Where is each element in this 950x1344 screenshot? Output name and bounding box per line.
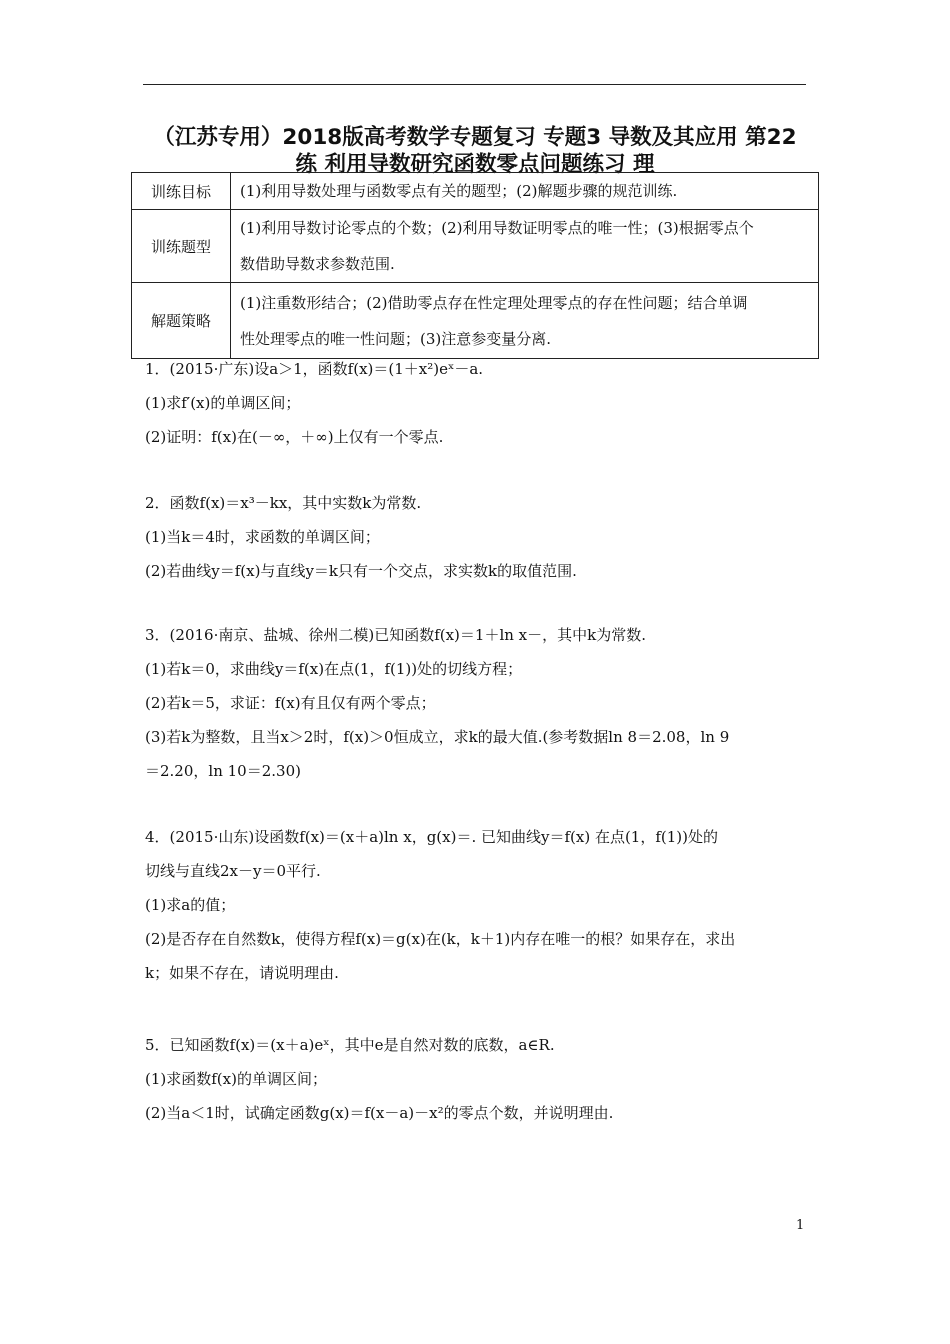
row-key: 训练目标 [132, 173, 231, 210]
question-line: (2)是否存在自然数k，使得方程f(x)＝g(x)在(k，k＋1)内存在唯一的根？如果存在，求出 [145, 930, 736, 948]
question-line: (1)求函数f(x)的单调区间； [145, 1070, 327, 1088]
question-line: (1)若k＝0，求曲线y＝f(x)在点(1，f(1))处的切线方程； [145, 660, 523, 678]
question-line: (1)当k＝4时，求函数的单调区间； [145, 528, 380, 546]
training-info-table [131, 172, 819, 359]
question-4 [145, 820, 810, 990]
question-1 [145, 352, 810, 454]
table-row [132, 210, 819, 283]
table-row [132, 173, 819, 210]
question-line: (1)求f′(x)的单调区间； [145, 394, 301, 412]
question-line: (1)求a的值； [145, 896, 236, 914]
title-line-2: 练 利用导数研究函数零点问题练习 理 [295, 152, 655, 177]
row-key: 解题策略 [132, 283, 231, 359]
question-line: 5．已知函数f(x)＝(x＋a)eˣ，其中e是自然对数的底数，a∈R. [145, 1036, 555, 1054]
row-value: (1)注重数形结合；(2)借助零点存在性定理处理零点的存在性问题；结合单调 性处理零点的唯一性问题；(3)注意参变量分离. [231, 283, 819, 359]
question-3 [145, 618, 810, 788]
table-row [132, 283, 819, 359]
row-key: 训练题型 [132, 210, 231, 283]
question-line: k；如果不存在，请说明理由. [145, 964, 339, 982]
question-line: ＝2.20，ln 10＝2.30) [145, 762, 301, 780]
question-line: (2)若曲线y＝f(x)与直线y＝k只有一个交点，求实数k的取值范围. [145, 562, 577, 580]
page-number: 1 [796, 1218, 805, 1233]
title-line-1: （江苏专用）2018版高考数学专题复习 专题3 导数及其应用 第22 [153, 125, 797, 150]
question-line: (3)若k为整数，且当x＞2时，f(x)＞0恒成立，求k的最大值.(参考数据ln 8＝2.08，ln 9 [145, 728, 730, 746]
question-2 [145, 486, 810, 588]
question-line: 2．函数f(x)＝x³－kx，其中实数k为常数. [145, 494, 422, 512]
row-value: (1)利用导数处理与函数零点有关的题型；(2)解题步骤的规范训练. [231, 173, 819, 210]
question-line: 1．(2015·广东)设a＞1，函数f(x)＝(1＋x²)eˣ－a. [145, 360, 484, 378]
question-line: 切线与直线2x－y＝0平行. [145, 862, 321, 880]
question-line: (2)证明：f(x)在(－∞，＋∞)上仅有一个零点. [145, 428, 444, 446]
question-line: (2)若k＝5，求证：f(x)有且仅有两个零点； [145, 694, 436, 712]
question-line: (2)当a＜1时，试确定函数g(x)＝f(x－a)－x²的零点个数，并说明理由. [145, 1104, 614, 1122]
question-line: 3．(2016·南京、盐城、徐州二模)已知函数f(x)＝1＋ln x－，其中k为常数. [145, 626, 646, 644]
document-title [130, 124, 820, 178]
question-5 [145, 1028, 810, 1130]
row-value: (1)利用导数讨论零点的个数；(2)利用导数证明零点的唯一性；(3)根据零点个 数借助导数求参数范围. [231, 210, 819, 283]
header-rule [143, 84, 806, 85]
question-line: 4．(2015·山东)设函数f(x)＝(x＋a)ln x，g(x)＝. 已知曲线y＝f(x) 在点(1，f(1))处的 [145, 828, 719, 846]
